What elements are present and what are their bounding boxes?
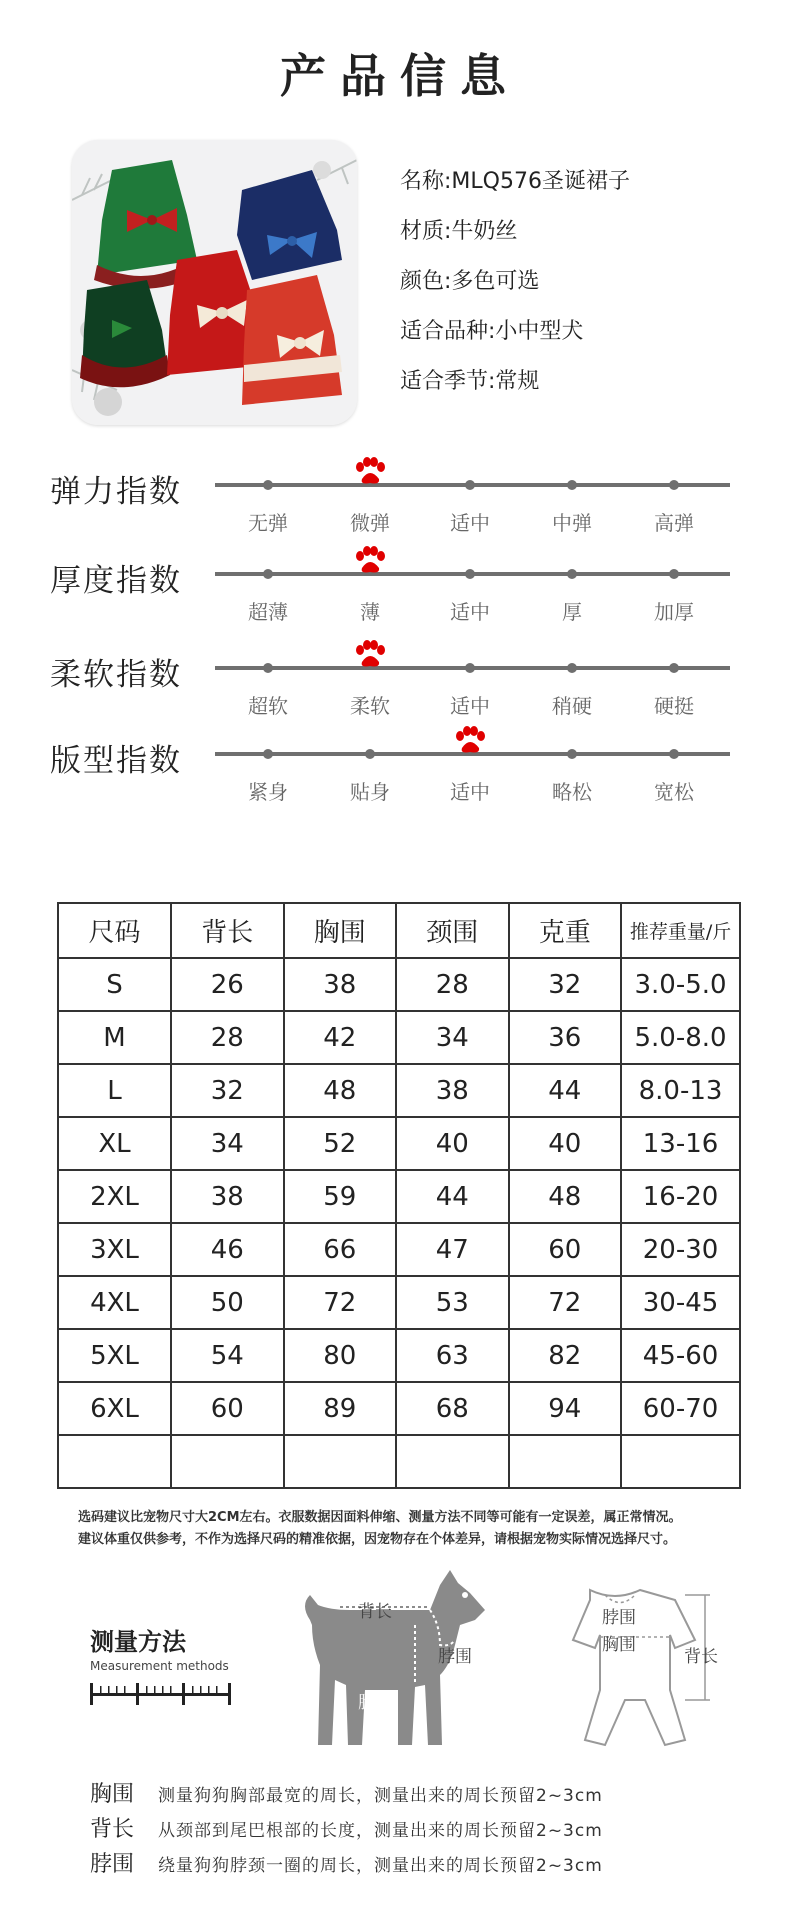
size-table-cell: 68 [396, 1382, 509, 1435]
index-label: 版型指数 [50, 743, 182, 779]
index-option-label: 加厚 [654, 600, 694, 624]
size-table-row [58, 1329, 740, 1382]
garment-label-back: 背长 [684, 1647, 718, 1667]
index-scale-dot [669, 663, 679, 673]
size-table-cell: 2XL [58, 1170, 171, 1223]
dog-label-back: 背长 [358, 1602, 392, 1622]
dog-label-neck: 脖围 [438, 1647, 472, 1667]
size-table-cell: 48 [509, 1170, 622, 1223]
size-table-cell: 47 [396, 1223, 509, 1276]
size-table-cell: 30-45 [621, 1276, 740, 1329]
index-label: 厚度指数 [50, 563, 182, 599]
def-text-back: 从颈部到尾巴根部的长度，测量出来的周长预留2~3cm [158, 1821, 603, 1841]
size-table-cell: 8.0-13 [621, 1064, 740, 1117]
size-table-cell: 16-20 [621, 1170, 740, 1223]
size-table-cell: 38 [396, 1064, 509, 1117]
size-table-cell [171, 1435, 284, 1488]
size-table-header-cell: 推荐重量/斤 [621, 903, 740, 958]
size-table-row [58, 1117, 740, 1170]
size-table-cell: 52 [284, 1117, 397, 1170]
size-table-cell: 53 [396, 1276, 509, 1329]
size-table-row [58, 1011, 740, 1064]
paw-marker-icon [354, 546, 386, 574]
size-table-row [58, 1170, 740, 1223]
size-table-cell [58, 1435, 171, 1488]
size-table-cell: 72 [284, 1276, 397, 1329]
size-table-row [58, 1435, 740, 1488]
index-scale-dot [567, 480, 577, 490]
size-table-cell: 28 [171, 1011, 284, 1064]
size-table-cell: 38 [171, 1170, 284, 1223]
size-table-cell: 59 [284, 1170, 397, 1223]
size-table-cell: 44 [396, 1170, 509, 1223]
size-table-cell [509, 1435, 622, 1488]
index-option-label: 高弹 [654, 511, 694, 535]
size-table-header-cell: 克重 [509, 903, 622, 958]
def-text-chest: 测量狗狗胸部最宽的周长，测量出来的周长预留2~3cm [158, 1786, 603, 1806]
garment-outline-icon [545, 1580, 730, 1760]
size-table-row [58, 1223, 740, 1276]
size-table-cell: 46 [171, 1223, 284, 1276]
index-option-label: 厚 [562, 600, 582, 624]
product-breed: 适合品种:小中型犬 [400, 319, 584, 344]
index-option-label: 适中 [450, 694, 490, 718]
size-note-1: 选码建议比宠物尺寸大2CM左右。衣服数据因面料伸缩、测量方法不同等可能有一定误差，属正常情况。 [78, 1510, 682, 1525]
size-table-cell: 34 [171, 1117, 284, 1170]
index-option-label: 超薄 [248, 600, 288, 624]
index-option-label: 略松 [552, 780, 592, 804]
product-color: 颜色:多色可选 [400, 269, 540, 294]
size-table-cell: 44 [509, 1064, 622, 1117]
size-table-cell: 13-16 [621, 1117, 740, 1170]
size-table-cell: M [58, 1011, 171, 1064]
size-table-cell: 4XL [58, 1276, 171, 1329]
index-option-label: 紧身 [248, 780, 288, 804]
index-label: 柔软指数 [50, 657, 182, 693]
size-table-cell: 5.0-8.0 [621, 1011, 740, 1064]
product-photo [72, 140, 357, 425]
size-table-cell: 34 [396, 1011, 509, 1064]
size-table-row [58, 958, 740, 1011]
size-table-cell: 38 [284, 958, 397, 1011]
index-scale-dot [465, 480, 475, 490]
product-material: 材质:牛奶丝 [400, 219, 518, 244]
index-option-label: 超软 [248, 694, 288, 718]
size-table-cell: 54 [171, 1329, 284, 1382]
index-scale-dot [263, 480, 273, 490]
size-table-header-cell: 颈围 [396, 903, 509, 958]
def-text-neck: 绕量狗狗脖颈一圈的周长，测量出来的周长预留2~3cm [158, 1856, 603, 1876]
index-option-label: 无弹 [248, 511, 288, 535]
size-table-cell: 45-60 [621, 1329, 740, 1382]
size-table-cell: XL [58, 1117, 171, 1170]
index-option-label: 适中 [450, 780, 490, 804]
size-table-cell: 60-70 [621, 1382, 740, 1435]
size-table-cell: 89 [284, 1382, 397, 1435]
size-table-cell: 48 [284, 1064, 397, 1117]
size-table-cell: 82 [509, 1329, 622, 1382]
index-option-label: 硬挺 [654, 694, 694, 718]
size-table-cell: 66 [284, 1223, 397, 1276]
size-table-row [58, 1382, 740, 1435]
dog-label-chest: 胸围 [358, 1693, 392, 1713]
size-table-header-cell: 尺码 [58, 903, 171, 958]
size-table-cell: 50 [171, 1276, 284, 1329]
size-table-cell: 32 [171, 1064, 284, 1117]
size-table [57, 902, 741, 1489]
ruler-icon [90, 1683, 240, 1705]
size-table-cell: 32 [509, 958, 622, 1011]
size-table-cell: 40 [396, 1117, 509, 1170]
product-season: 适合季节:常规 [400, 369, 540, 394]
size-table-header [58, 903, 740, 958]
size-table-cell: 26 [171, 958, 284, 1011]
size-table-cell [621, 1435, 740, 1488]
size-table-cell [284, 1435, 397, 1488]
index-option-label: 柔软 [350, 694, 390, 718]
size-table-cell: 36 [509, 1011, 622, 1064]
measure-subtitle: Measurement methods [90, 1659, 229, 1673]
size-table-row [58, 1276, 740, 1329]
index-option-label: 微弹 [350, 511, 390, 535]
product-name: 名称:MLQ576圣诞裙子 [400, 169, 630, 194]
size-table-cell: 3.0-5.0 [621, 958, 740, 1011]
def-term-back: 背长 [90, 1817, 135, 1842]
garment-label-neck: 脖围 [602, 1608, 636, 1628]
size-table-cell: 40 [509, 1117, 622, 1170]
size-table-cell: 6XL [58, 1382, 171, 1435]
garment-label-chest: 胸围 [602, 1635, 636, 1655]
size-table-cell: 28 [396, 958, 509, 1011]
index-scale-dot [669, 569, 679, 579]
index-option-label: 适中 [450, 511, 490, 535]
index-scale-dot [365, 749, 375, 759]
index-scale-dot [567, 749, 577, 759]
paw-marker-icon [454, 726, 486, 754]
size-table-cell: 3XL [58, 1223, 171, 1276]
index-scale-dot [669, 480, 679, 490]
index-scale-dot [567, 569, 577, 579]
index-option-label: 薄 [360, 600, 380, 624]
size-table-cell: 80 [284, 1329, 397, 1382]
size-table-cell: 20-30 [621, 1223, 740, 1276]
size-note-2: 建议体重仅供参考，不作为选择尺码的精准依据，因宠物存在个体差异，请根据宠物实际情况选择尺寸。 [78, 1532, 677, 1547]
size-table-cell: 5XL [58, 1329, 171, 1382]
index-scale-dot [669, 749, 679, 759]
size-table-cell: 72 [509, 1276, 622, 1329]
size-table-cell: 60 [509, 1223, 622, 1276]
index-option-label: 稍硬 [552, 694, 592, 718]
def-term-neck: 脖围 [90, 1852, 135, 1877]
page-title: 产品信息 [280, 49, 520, 103]
size-table-cell: L [58, 1064, 171, 1117]
size-table-cell: 60 [171, 1382, 284, 1435]
size-table-cell: 42 [284, 1011, 397, 1064]
index-option-label: 适中 [450, 600, 490, 624]
size-table-cell: 94 [509, 1382, 622, 1435]
index-option-label: 宽松 [654, 780, 694, 804]
def-term-chest: 胸围 [90, 1782, 135, 1807]
size-table-cell: 63 [396, 1329, 509, 1382]
index-option-label: 贴身 [350, 780, 390, 804]
paw-marker-icon [354, 640, 386, 668]
size-table-row [58, 1064, 740, 1117]
size-table-header-cell: 背长 [171, 903, 284, 958]
paw-marker-icon [354, 457, 386, 485]
index-scale-dot [567, 663, 577, 673]
index-scale-dot [263, 569, 273, 579]
index-option-label: 中弹 [552, 511, 592, 535]
index-scale-dot [465, 663, 475, 673]
index-scale-dot [263, 663, 273, 673]
size-table-cell: S [58, 958, 171, 1011]
index-label: 弹力指数 [50, 474, 182, 510]
index-scale-dot [465, 569, 475, 579]
index-scale-dot [263, 749, 273, 759]
measure-title: 测量方法 [90, 1628, 186, 1656]
size-table-header-cell: 胸围 [284, 903, 397, 958]
size-table-cell [396, 1435, 509, 1488]
